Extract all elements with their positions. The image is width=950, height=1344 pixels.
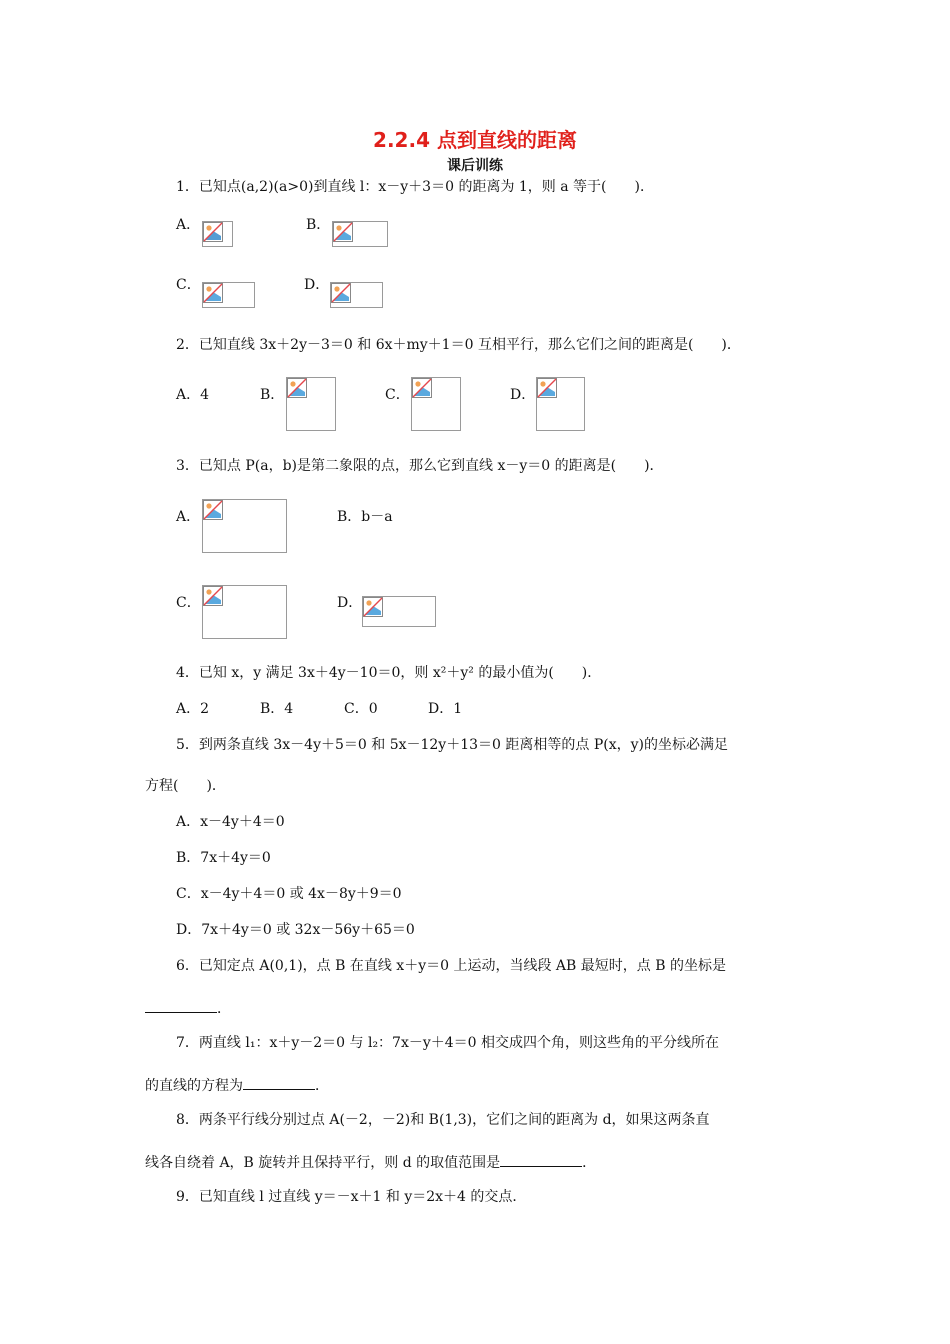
q2-option-d-image <box>536 377 585 431</box>
broken-image-icon <box>203 283 223 303</box>
q1-option-b-image <box>332 221 388 247</box>
q4-option-b: B．4 <box>260 701 294 717</box>
q4-option-d: D．1 <box>428 701 463 717</box>
q2-option-a: A．4 <box>176 387 210 403</box>
q3-option-d: D． <box>337 595 363 611</box>
q5-option-d: D．7x＋4y＝0 或 32x－56y＋65＝0 <box>176 922 415 938</box>
q2-option-b-image <box>286 377 336 431</box>
q8-end-mark: ． <box>582 1155 597 1171</box>
q3-option-a: A． <box>176 509 201 525</box>
question-2-text: 2．已知直线 3x＋2y－3＝0 和 6x＋my＋1＝0 互相平行，那么它们之间的距离是( )． <box>176 337 741 353</box>
q3-option-c-image <box>202 585 287 639</box>
broken-image-icon <box>331 283 351 303</box>
question-4-text: 4．已知 x，y 满足 3x＋4y－10＝0，则 x²＋y² 的最小值为( )． <box>176 665 602 681</box>
q5-option-c: C．x－4y＋4＝0 或 4x－8y＋9＝0 <box>176 886 402 902</box>
q4-option-c: C．0 <box>344 701 378 717</box>
q1-option-d: D． <box>304 277 330 293</box>
q2-option-b: B． <box>260 387 285 403</box>
q1-option-d-image <box>330 282 383 308</box>
question-6-line2 <box>145 998 231 1018</box>
question-9-text: 9．已知直线 l 过直线 y＝－x＋1 和 y＝2x＋4 的交点． <box>176 1189 527 1205</box>
q8-line2-text: 线各自绕着 A，B 旋转并且保持平行，则 d 的取值范围是 <box>145 1155 501 1171</box>
answer-blank[interactable] <box>145 998 217 1013</box>
q3-option-c: C． <box>176 595 201 611</box>
question-6-line1: 6．已知定点 A(0,1)，点 B 在直线 x＋y＝0 上运动，当线段 AB 最短时，点 B 的坐标是 <box>176 958 726 974</box>
q1-option-c-image <box>202 282 255 308</box>
question-7-line2 <box>145 1075 329 1095</box>
q6-end-mark: ． <box>217 1001 231 1017</box>
broken-image-icon <box>203 586 223 606</box>
q7-line2-text: 的直线的方程为 <box>145 1078 243 1094</box>
q3-option-d-image <box>362 596 436 627</box>
q1-option-a-image <box>202 221 233 247</box>
q1-option-b: B． <box>306 217 331 233</box>
broken-image-icon <box>203 222 223 242</box>
answer-blank[interactable] <box>243 1075 315 1090</box>
question-3-text: 3．已知点 P(a，b)是第二象限的点，那么它到直线 x－y＝0 的距离是( )． <box>176 458 664 474</box>
q2-option-c-image <box>411 377 461 431</box>
broken-image-icon <box>363 597 383 617</box>
page-subtitle: 课后训练 <box>447 158 503 174</box>
page-title: 2.2.4 点到直线的距离 <box>373 128 577 152</box>
question-8-line2 <box>145 1152 596 1172</box>
q4-option-a: A．2 <box>176 701 210 717</box>
broken-image-icon <box>537 378 557 398</box>
question-5-line1: 5．到两条直线 3x－4y＋5＝0 和 5x－12y＋13＝0 距离相等的点 P(x，y)的坐标必满足 <box>176 737 728 753</box>
q7-end-mark: ． <box>315 1078 329 1094</box>
broken-image-icon <box>412 378 432 398</box>
q2-option-c: C． <box>385 387 410 403</box>
q1-option-a: A． <box>176 217 201 233</box>
broken-image-icon <box>203 500 223 520</box>
q5-option-b: B．7x＋4y＝0 <box>176 850 271 866</box>
q1-option-c: C． <box>176 277 201 293</box>
q3-option-a-image <box>202 499 287 553</box>
question-5-line2: 方程( )． <box>145 778 226 794</box>
broken-image-icon <box>287 378 307 398</box>
question-1-text: 1．已知点(a,2)(a>0)到直线 l：x－y＋3＝0 的距离为 1，则 a 等于( )． <box>176 179 654 195</box>
broken-image-icon <box>333 222 353 242</box>
q5-option-a: A．x－4y＋4＝0 <box>176 814 285 830</box>
q2-option-d: D． <box>510 387 536 403</box>
answer-blank[interactable] <box>500 1152 582 1167</box>
question-8-line1: 8．两条平行线分别过点 A(－2，－2)和 B(1,3)，它们之间的距离为 d，如果这两条直 <box>176 1112 710 1128</box>
q3-option-b: B．b－a <box>337 509 393 525</box>
question-7-line1: 7．两直线 l₁：x＋y－2＝0 与 l₂：7x－y＋4＝0 相交成四个角，则这些角的平分线所在 <box>176 1035 720 1051</box>
